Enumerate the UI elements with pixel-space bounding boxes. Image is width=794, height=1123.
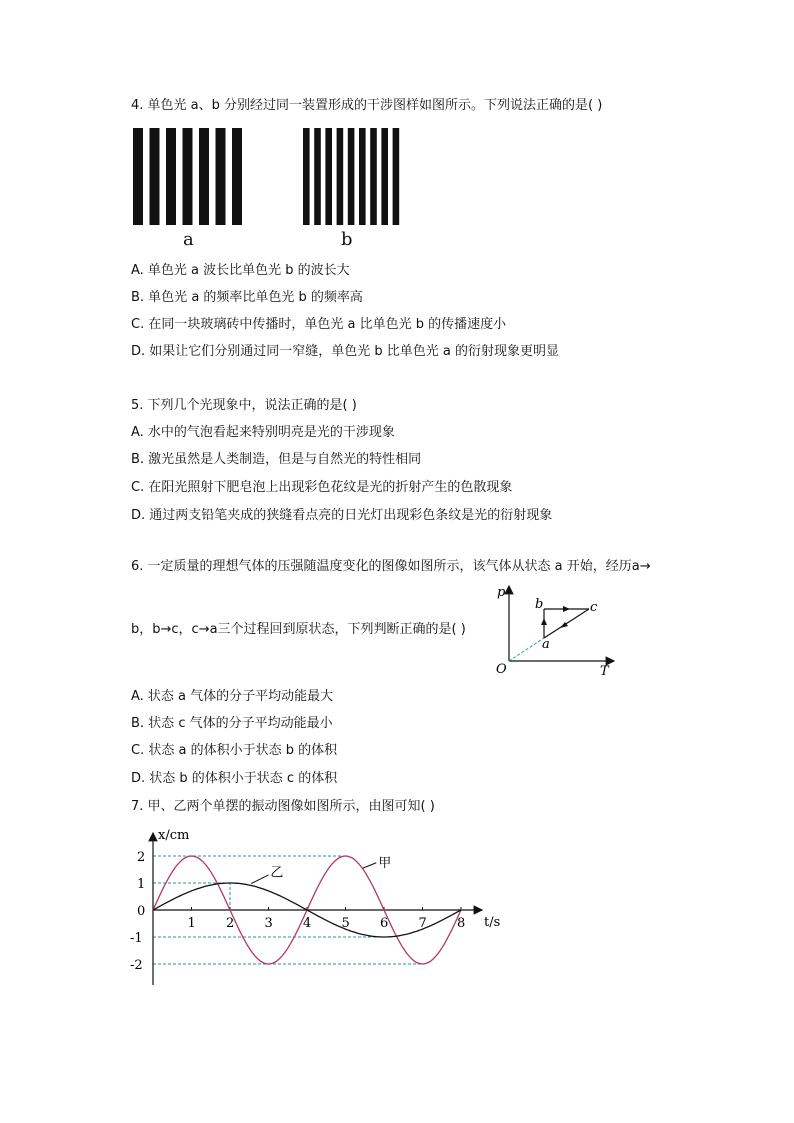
interference-figure [133,128,401,225]
q5-option-b: B. 激光虽然是人类制造，但是与自然光的特性相同 [131,452,422,467]
fringe-b-bar [381,128,388,225]
fringe-a-bar [166,128,176,225]
x-tick-label: 7 [418,916,427,931]
x-tick-label: 8 [457,916,466,931]
y-axis-label: x/cm [158,828,190,843]
fringes-a [133,128,242,225]
fringe-a-bar [232,128,242,225]
fringe-a-bar [133,128,143,225]
arrow-b-c [563,606,570,612]
x-tick-label: 6 [380,916,389,931]
fringe-b-bar [348,128,355,225]
x-tick-label: 3 [264,916,273,931]
fringe-a-bar [183,128,193,225]
q6-option-a: A. 状态 a 气体的分子平均动能最大 [131,689,334,704]
series-label-jia: 甲 [378,855,392,871]
fringe-b-bar [359,128,366,225]
fringe-label-a: a [183,229,194,250]
oscillation-chart [130,825,510,990]
y-tick-label: -2 [130,958,143,973]
q5-option-a: A. 水中的气泡看起来特别明亮是光的干涉现象 [131,425,395,440]
fringes-b [303,128,399,225]
label-state-a: a [542,637,550,652]
fringe-a-bar [199,128,209,225]
fringe-b-bar [337,128,344,225]
y-tick-label: 2 [137,850,146,865]
fringe-label-b: b [341,229,353,250]
q4-option-a: A. 单色光 a 波长比单色光 b 的波长大 [131,263,350,278]
q6-stem-line2: b，b→c，c→a三个过程回到原状态，下列判断正确的是( ) [131,622,466,637]
fringe-b-bar [303,128,310,225]
leader-yi [251,875,268,884]
p-t-diagram [492,580,622,680]
fringe-a-bar [216,128,226,225]
process-c-to-a [544,609,589,638]
q6-option-b: B. 状态 c 气体的分子平均动能最小 [131,716,333,731]
x-tick-label: 1 [187,916,196,931]
x-axis-label: t/s [484,915,501,930]
q7-stem: 7. 甲、乙两个单摆的振动图像如图所示，由图可知( ) [131,799,435,814]
label-p: p [497,585,506,600]
q6-stem-line1: 6. 一定质量的理想气体的压强随温度变化的图像如图所示，该气体从状态 a 开始，经历a→ [131,559,651,574]
fringe-b-bar [370,128,377,225]
x-tick-label: 2 [226,916,235,931]
label-state-b: b [535,597,544,612]
interference-fringes [133,128,401,225]
label-t: T [600,664,609,679]
q4-option-c: C. 在同一块玻璃砖中传播时，单色光 a 比单色光 b 的传播速度小 [131,317,507,332]
y-tick-label: -1 [130,931,143,946]
q6-option-d: D. 状态 b 的体积小于状态 c 的体积 [131,771,338,786]
label-o: O [496,662,507,677]
fringe-b-bar [314,128,321,225]
arrow-a-b [541,618,547,625]
q5-option-c: C. 在阳光照射下肥皂泡上出现彩色花纹是光的折射产生的色散现象 [131,480,513,495]
isochore-dashed [509,638,544,661]
y-tick-label: 0 [137,904,146,919]
fringe-a-bar [150,128,160,225]
q4-option-d: D. 如果让它们分别通过同一窄缝，单色光 b 比单色光 a 的衍射现象更明显 [131,344,560,359]
fringe-b-bar [393,128,400,225]
x-tick-label: 4 [303,916,312,931]
series-label-yi: 乙 [270,865,284,881]
y-tick-label: 1 [137,877,146,892]
label-state-c: c [590,600,598,615]
fringe-b-bar [325,128,332,225]
x-tick-label: 5 [341,916,350,931]
q6-option-c: C. 状态 a 的体积小于状态 b 的体积 [131,743,338,758]
q4-option-b: B. 单色光 a 的频率比单色光 b 的频率高 [131,290,363,305]
q5-stem: 5. 下列几个光现象中，说法正确的是( ) [131,398,357,413]
q5-option-d: D. 通过两支铅笔夹成的狭缝看点亮的日光灯出现彩色条纹是光的衍射现象 [131,508,553,523]
q4-stem: 4. 单色光 a、b 分别经过同一装置形成的干涉图样如图所示。下列说法正确的是( ) [131,98,603,113]
leader-jia [363,863,376,868]
